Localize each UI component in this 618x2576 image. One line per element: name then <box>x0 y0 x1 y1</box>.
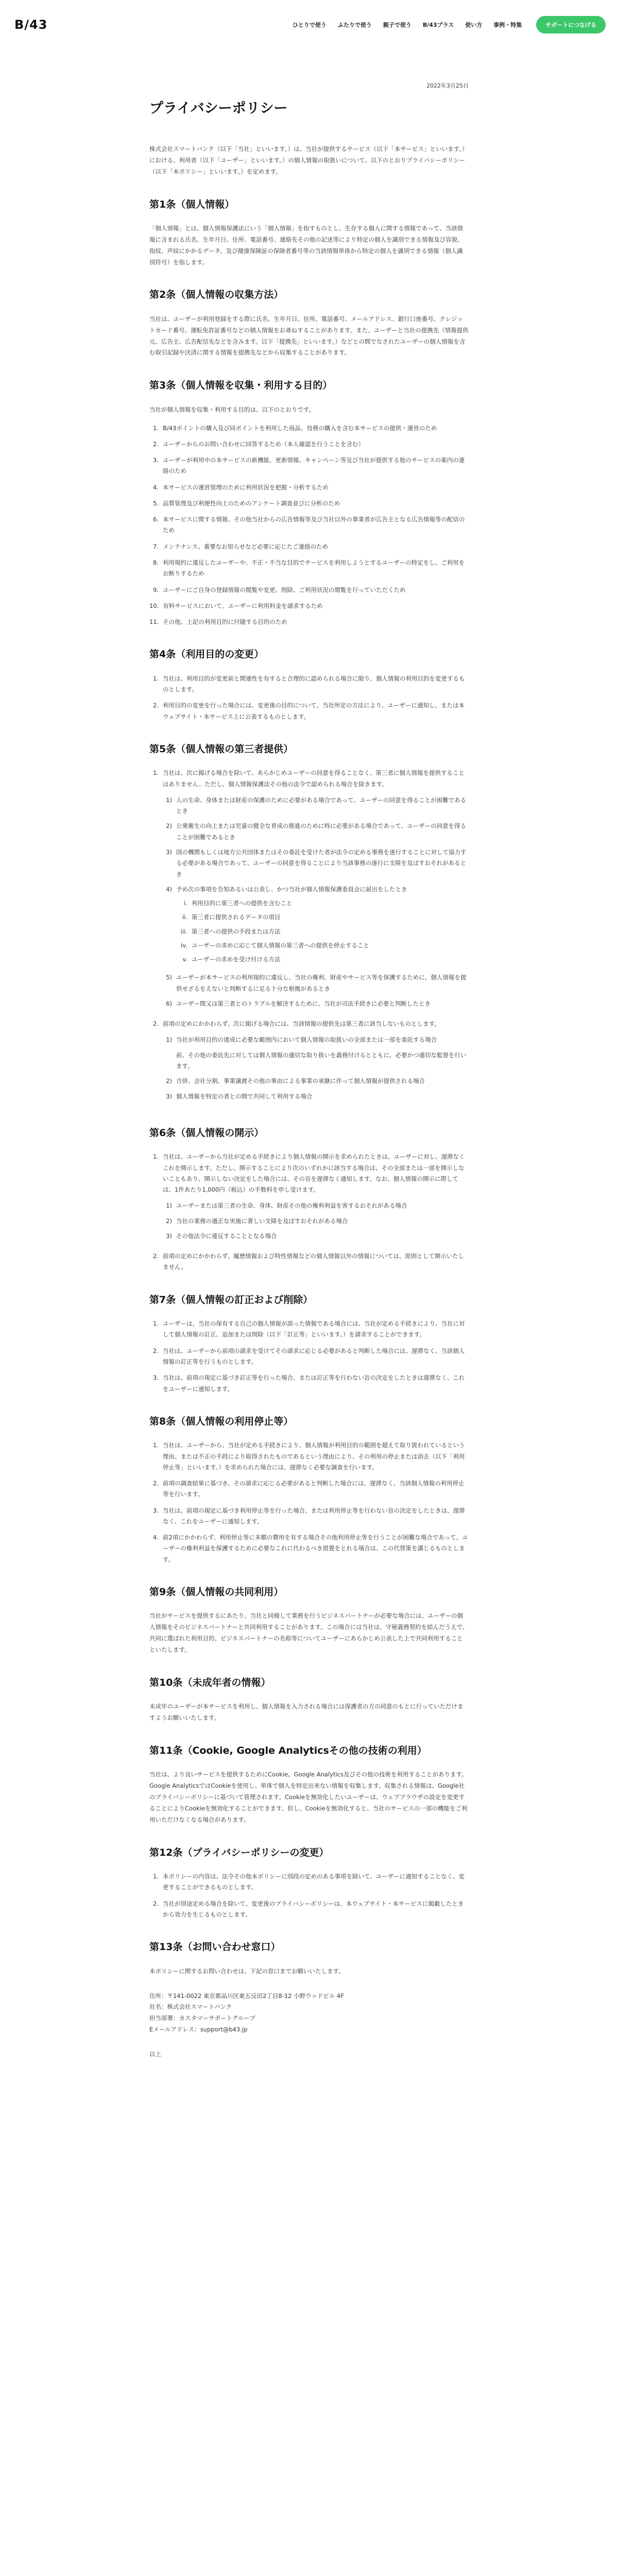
list-item-body <box>163 1532 469 1565</box>
nav-link-howto[interactable]: 使い方 <box>465 22 483 28</box>
section-list <box>149 1318 469 1395</box>
list-item-text: 当社は、ユーザーから、当社が定める手続きにより、個人情報が利用目的の範囲を超えて取り扱われているという理由、または不正の手段により取得されたものであるという理由により、その利用の停止または消去（以下「利用停止等」といいます。）を求められた場合には、遅滞なく必要な調査を行います。 <box>163 1442 465 1471</box>
list-item-text: 第三者への提供の手段または方法 <box>192 927 281 935</box>
list-item <box>149 1372 469 1395</box>
list-item-body <box>192 912 469 923</box>
section-heading: 第9条（個人情報の共同利用） <box>149 1586 284 1598</box>
contact-address: 住所：〒141-0022 東京都品川区東五反田2丁目8-12 小野ウッドビル 4F <box>149 1992 344 1999</box>
section-list <box>149 1871 469 1920</box>
list-number: 2. <box>153 440 159 448</box>
policy-section <box>149 1293 469 1395</box>
section-text: 当社は、ユーザーが利用登録をする際に氏名、生年月日、住所、電話番号、メールアドレス、銀行口座番号、クレジットカード番号、運転免許証番号などの個人情報をお尋ねすることがあります。また、ユーザーと当社の提携先（情報提供元、広告主、広告配信先などを含みます。以下「提携先」といいます。）などとの間でなされたユーザーの個人情報を含む取引記録や決済に関する情報を提携先などから収集することがあります。 <box>149 315 469 357</box>
list-item-body <box>163 1440 469 1473</box>
list-number: 1) <box>166 1036 172 1044</box>
list-item-text: ユーザーの求めに応じて個人情報の第三者への提供を停止すること <box>192 941 369 949</box>
list-number: 2. <box>153 1252 159 1260</box>
list-item-text: メンテナンス、重要なお知らせなど必要に応じたご連絡のため <box>163 543 329 550</box>
section-heading: 第11条（Cookie, Google Analyticsその他の技術の利用） <box>149 1744 427 1756</box>
policy-section <box>149 197 469 268</box>
list-item-body <box>163 1318 469 1341</box>
list-item <box>149 1899 469 1921</box>
section-text: 当社がサービスを提供するにあたり、当社と同様して業務を行うビジネスパートナーが必要な場合には、ユーザーの個人情報をそのビジネスパートナーと共同利用することがあります。この場合には当社は、守秘義務契約を結んだうえで、共同に選ばれた利用目的、ビジネスパートナーの名称等についてユーザーにあらかじめ公表した上で共同利用することといたします。 <box>149 1612 469 1653</box>
list-item <box>163 884 469 969</box>
list-item-text: 人の生命、身体または財産の保護のために必要がある場合であって、ユーザーの同意を得ることが困難であるとき <box>176 796 467 815</box>
list-item <box>163 1216 469 1227</box>
list-item-text: ユーザーが本サービスの利用規約に違反し、当社の権利、財産やサービス等を保護するために、個人情報を提供せざるをえないと判断するに足る十分な根拠があるとき <box>176 974 467 992</box>
closing-text: 以上 <box>149 2050 161 2058</box>
list-number: 4. <box>153 483 159 491</box>
policy-article <box>149 49 469 2058</box>
list-number: 4) <box>166 885 172 893</box>
list-item-body <box>163 439 469 450</box>
list-item-text: 第三者に提供されるデータの項目 <box>192 913 281 921</box>
list-number: 2) <box>166 1077 172 1085</box>
list-number: 1. <box>153 1442 159 1449</box>
list-number <box>163 1050 176 1072</box>
list-item-text: 個人情報を特定の者との間で共同して利用する場合 <box>176 1092 313 1100</box>
list-item <box>149 423 469 434</box>
list-number: 4. <box>153 1534 159 1541</box>
list-item <box>176 954 469 965</box>
list-number: 1. <box>153 1873 159 1880</box>
policy-section <box>149 1940 469 1977</box>
section-heading: 第5条（個人情報の第三者提供） <box>149 743 294 755</box>
list-item-body <box>176 1216 469 1227</box>
list-item-text: ユーザー間又は第三者とのトラブルを解決するために、当社が司法手続きに必要と判断したとき <box>176 999 431 1007</box>
list-item <box>149 700 469 722</box>
list-item-text: 有料サービスにおいて、ユーザーに利用料金を請求するため <box>163 602 323 609</box>
section-list <box>149 768 469 1106</box>
policy-section <box>149 1414 469 1565</box>
list-item <box>163 1231 469 1242</box>
list-item-text: ユーザーまたは第三者の生命、身体、財産その他の権利利益を害するおそれがある場合 <box>176 1202 407 1210</box>
list-number: 3) <box>166 1092 172 1100</box>
section-text: 未成年のユーザーが本サービスを利用し、個人情報を入力される場合には保護者の方の同意のもとに行っていただけますようお願いいたします。 <box>149 1703 464 1722</box>
list-number: 2. <box>153 1347 159 1354</box>
list-number: 2. <box>153 1020 159 1028</box>
list-item-text: 当社が利用目的の達成に必要な範囲内において個人情報の取扱いの全部または一部を委託する場合 <box>176 1036 437 1044</box>
section-text: 当社が個人情報を収集・利用する目的は、以下のとおりです。 <box>149 405 315 413</box>
list-item <box>163 821 469 843</box>
list-item-body <box>163 1251 469 1273</box>
list-item-body <box>192 898 469 909</box>
list-item-body <box>163 541 469 552</box>
policy-section <box>149 1743 469 1826</box>
list-item-text: 本サービスに関する情報、その他当社からの広告情報等及び当社以外の事業者が広告主となる広告情報等の配信のため <box>163 516 465 534</box>
policy-section <box>149 647 469 722</box>
list-item-body <box>176 847 469 880</box>
list-number: 5) <box>166 974 172 981</box>
support-cta-button[interactable]: サポートにつなげる <box>536 16 606 33</box>
list-item-text: ユーザーにご自身の登録情報の閲覧や変更、削除、ご利用状況の閲覧を行っていただくため <box>163 586 406 594</box>
list-item-text: 当社は、ユーザーから当社が定める手続きにより個人情報の開示を求められたときは、ユーザーに対し、遅滞なくこれを開示します。ただし、開示することにより次のいずれかに該当する場合は、その全部または一部を開示しないこともあり、開示しない決定をした場合には、その旨を遅滞なく通知します。なお、個人情報の開示に際しては、1件あたり1,000円（税込）の手数料を申し受けます。 <box>163 1153 465 1194</box>
list-number: iv. <box>181 941 187 949</box>
list-item-body <box>176 1035 469 1045</box>
list-item <box>163 972 469 994</box>
list-item-text: 利用規約に違反したユーザーや、不正・不当な目的でサービスを利用しようとするユーザーの特定をし、ご利用をお断りするため <box>163 559 465 578</box>
list-item <box>176 940 469 951</box>
list-item-body <box>176 821 469 843</box>
list-item-body <box>192 940 469 951</box>
list-number: 2) <box>166 1217 172 1225</box>
list-item <box>149 439 469 450</box>
sub-list <box>163 1200 469 1242</box>
list-item-body <box>176 998 469 1009</box>
list-item-text: ユーザーが利用中の本サービスの新機能、更新情報、キャンペーン等及び当社が提供する他のサービスの案内の連絡のため <box>163 456 465 475</box>
list-number: 1) <box>166 796 172 804</box>
list-number: i. <box>184 900 187 907</box>
list-item-body <box>163 455 469 477</box>
list-item-body <box>163 423 469 434</box>
list-item <box>149 541 469 552</box>
list-number: 3) <box>166 1232 172 1240</box>
list-item <box>149 673 469 696</box>
list-item <box>163 795 469 817</box>
list-item-body <box>176 1076 469 1087</box>
list-item <box>149 617 469 628</box>
list-item-body <box>163 768 469 1013</box>
list-item-body <box>163 1019 469 1106</box>
nav-link-solo[interactable]: ひとりで使う <box>292 22 327 28</box>
list-item-text: 利用目的に第三者への提供を含むこと <box>192 900 293 907</box>
list-number: 7. <box>153 543 159 550</box>
list-number: 2. <box>153 1900 159 1907</box>
sub-list <box>176 898 469 965</box>
list-item <box>149 1151 469 1246</box>
list-item-text: 前項の定めにかかわらず、次に掲げる場合には、当該情報の提供先は第三者に該当しないものとします。 <box>163 1020 440 1028</box>
list-number: 3. <box>153 1506 159 1514</box>
list-item <box>176 926 469 937</box>
list-item-body <box>163 1505 469 1528</box>
list-item-body <box>163 700 469 722</box>
section-heading: 第7条（個人情報の訂正および削除） <box>149 1294 313 1306</box>
sub-list <box>163 1035 469 1101</box>
policy-section <box>149 287 469 359</box>
list-number: 1) <box>166 1202 172 1210</box>
list-item <box>149 557 469 580</box>
list-item <box>149 455 469 477</box>
list-item-body <box>163 1478 469 1500</box>
list-item-text: 前項の調査結果に基づき、その請求に応じる必要があると判断した場合には、遅滞なく、当該個人情報の利用停止等を行います。 <box>163 1480 465 1498</box>
list-item-text: 当社は、前項の規定に基づき利用停止等を行った場合、または利用停止等を行わない旨の決定をしたときは、遅滞なく、これをユーザーに通知します。 <box>163 1506 465 1525</box>
list-item-text: 当社が別途定める場合を除いて、変更後のプライバシーポリシーは、本ウェブサイト・本サービスに掲載したときから効力を生じるものとします。 <box>163 1900 464 1918</box>
section-list <box>149 1440 469 1565</box>
list-item-body <box>176 884 469 969</box>
list-item <box>149 585 469 596</box>
list-item <box>149 482 469 493</box>
list-item-text: 当社は、利用目的が変更前と関連性を有すると合理的に認められる場合に限り、個人情報の利用目的を変更するものとします。 <box>163 674 465 693</box>
list-item-body <box>163 557 469 580</box>
section-list <box>149 1151 469 1273</box>
section-heading: 第1条（個人情報） <box>149 198 235 210</box>
list-item-text: 品質管理及び利便性向上のためのアンケート調査並びに分析のため <box>163 499 340 507</box>
list-item-body <box>176 1200 469 1211</box>
list-item-text: ユーザーからのお問い合わせに回答するため（本人確認を行うことを含む） <box>163 440 364 448</box>
intro-paragraph: 株式会社スマートバンク（以下「当社」といいます。）は、当社が提供するサービス（以下「本サービス」といいます。）における、利用者（以下「ユーザー」といいます。）の個人情報の取扱いについて、以下のとおりプライバシーポリシー（以下「本ポリシー」といいます。）を定めます。 <box>149 145 468 175</box>
list-number: 3. <box>153 1374 159 1382</box>
list-item <box>149 1346 469 1368</box>
section-heading: 第6条（個人情報の開示） <box>149 1127 264 1139</box>
list-item <box>149 1478 469 1500</box>
list-item-text: 前、その他の委託先に対しては個人情報の適切な取り扱いを義務付けるとともに、必要かつ適切な監督を行います。 <box>176 1051 467 1070</box>
list-item-body <box>163 1871 469 1893</box>
page-title: プライバシーポリシー <box>149 100 288 116</box>
list-item-text: ユーザーは、当社の保有する自己の個人情報が誤った情報である場合には、当社が定める手続きにより、当社に対して個人情報の訂正、追加または削除（以下「訂正等」といいます。）を請求することができます。 <box>163 1320 465 1338</box>
list-item <box>149 1440 469 1473</box>
list-item <box>149 1318 469 1341</box>
policy-section <box>149 1126 469 1273</box>
nav-link-family[interactable]: 親子で使う <box>383 22 411 28</box>
list-item-text: 合併、会社分割、事業譲渡その他の事由による事業の承継に伴って個人情報が提供される場合 <box>176 1077 425 1085</box>
list-number: 6) <box>166 999 172 1007</box>
list-number: 2. <box>153 702 159 709</box>
list-item <box>149 601 469 612</box>
list-item-body <box>176 972 469 994</box>
section-heading: 第13条（お問い合わせ窓口） <box>149 1941 281 1953</box>
list-item <box>149 514 469 536</box>
section-heading: 第12条（プライバシーポリシーの変更） <box>149 1846 329 1858</box>
list-item-text: その他法令に違反することとなる場合 <box>176 1232 277 1240</box>
list-item <box>163 1050 469 1072</box>
list-number: 9. <box>153 586 159 594</box>
list-item-text: 当社の業務の適正な実施に著しい支障を及ぼすおそれがある場合 <box>176 1217 348 1225</box>
publish-date: 2022年3月25日 <box>426 82 469 89</box>
list-item <box>163 847 469 880</box>
list-item-text: 本ポリシーの内容は、法令その他本ポリシーに別段の定めのある事項を除いて、ユーザーに通知することなく、変更することができるものとします。 <box>163 1873 465 1891</box>
list-item-body <box>163 601 469 612</box>
list-number: 1. <box>153 769 159 777</box>
list-item-body <box>192 954 469 965</box>
sub-list <box>163 795 469 1009</box>
section-heading: 第10条（未成年者の情報） <box>149 1676 271 1688</box>
list-item-body <box>163 1899 469 1921</box>
list-item-body <box>176 1050 469 1072</box>
list-item <box>149 498 469 509</box>
list-item <box>149 1019 469 1106</box>
list-item-body <box>163 1151 469 1246</box>
section-list <box>149 673 469 722</box>
list-item-body <box>176 795 469 817</box>
list-number: iii. <box>180 927 187 935</box>
contact-block <box>149 1991 469 2036</box>
list-item-body <box>192 926 469 937</box>
list-item <box>176 912 469 923</box>
section-text: 本ポリシーに関するお問い合わせは、下記の窓口までお願いいたします。 <box>149 1967 345 1975</box>
site-logo[interactable]: B/43 <box>14 18 48 32</box>
list-item-body <box>163 585 469 596</box>
contact-department: 担当部署：カスタマーサポートグループ <box>149 2014 255 2022</box>
list-item-text: その他、上記の利用目的に付随する目的のため <box>163 618 287 626</box>
policy-section <box>149 742 469 1106</box>
list-item <box>149 1532 469 1565</box>
list-item-text: 前2項にかかわらず、利用停止等に多額の費用を有する場合その他利用停止等を行うことが困難な場合であって、ユーザーの権利利益を保護するために必要なこれに代わるべき措置をとれる場合は、この代替策を講じるものとします。 <box>163 1534 468 1563</box>
list-number: v. <box>182 956 187 963</box>
list-item-body <box>163 1346 469 1368</box>
list-item-text: 当社は、前項の規定に基づき訂正等を行った場合、または訂正等を行わない旨の決定をしたときは遅滞なく、これをユーザーに通知します。 <box>163 1374 465 1393</box>
list-item <box>163 1035 469 1045</box>
list-number: 1. <box>153 424 159 432</box>
list-item-text: 当社は、ユーザーから前項の請求を受けてその請求に応じる必要があると判断した場合には、遅滞なく、当該個人情報の訂正等を行うものとします。 <box>163 1347 465 1365</box>
list-item <box>163 1091 469 1102</box>
list-number: 2. <box>153 1480 159 1487</box>
list-item-body <box>163 673 469 696</box>
section-text: 「個人情報」とは、個人情報保護法にいう「個人情報」を指すものとし、生存する個人に関する情報であって、当該情報に含まれる氏名、生年月日、住所、電話番号、連絡先その他の記述等により特定の個人を識別できる情報及び容貌、指紋、声紋にかかるデータ、及び健康保険証の保険者番号等の当該情報単体から特定の個人を識別できる情報（個人識別符号）を指します。 <box>149 225 464 266</box>
main-nav <box>293 16 606 33</box>
list-item <box>149 1505 469 1528</box>
list-item-text: 国の機関もしくは地方公共団体またはその委託を受けた者が法令の定める事務を遂行することに対して協力する必要がある場合であって、ユーザーの同意を得ることにより当該事務の遂行に支障を及ぼすおそれがあるとき <box>176 849 467 878</box>
list-item <box>149 768 469 1013</box>
list-item-text: ユーザーの求めを受け付ける方法 <box>192 956 281 963</box>
contact-email[interactable]: Eメールアドレス：support@b43.jp <box>149 2026 248 2033</box>
list-item-text: 本サービスの運営管理のために利用状況を把握・分析するため <box>163 483 329 491</box>
policy-section <box>149 1585 469 1656</box>
policy-section <box>149 1845 469 1921</box>
list-number: 1. <box>153 674 159 682</box>
section-heading: 第3条（個人情報を収集・利用する目的） <box>149 380 333 392</box>
list-item-body <box>176 1091 469 1102</box>
list-item <box>149 1871 469 1893</box>
section-list <box>149 423 469 628</box>
list-item-body <box>163 498 469 509</box>
contact-company: 社名：株式会社スマートバンク <box>149 2003 232 2011</box>
list-item <box>176 898 469 909</box>
list-item-text: 公衆衛生の向上または児童の健全な育成の推進のために特に必要がある場合であって、ユーザーの同意を得ることが困難であるとき <box>176 822 467 841</box>
nav-link-plus[interactable]: B/43プラス <box>422 22 454 28</box>
list-item-text: 当社は、次に掲げる場合を除いて、あらかじめユーザーの同意を得ることなく、第三者に個人情報を提供することはありません。ただし、個人情報保護法その他の法令で認められる場合を除きます。 <box>163 769 465 788</box>
list-item <box>149 1251 469 1273</box>
list-item-body <box>163 514 469 536</box>
list-number: 3. <box>153 456 159 464</box>
list-item-body <box>163 1372 469 1395</box>
list-number: 1. <box>153 1153 159 1161</box>
list-number: 10. <box>149 602 159 609</box>
nav-link-cases[interactable]: 事例・特集 <box>493 22 522 28</box>
list-item-text: 予め次の事項を告知あるいは公表し、かつ当社が個人情報保護委員会に届出をしたとき <box>176 885 407 893</box>
list-item-body <box>163 482 469 493</box>
list-item-body <box>163 617 469 628</box>
nav-link-pair[interactable]: ふたりで使う <box>337 22 372 28</box>
list-item-text: 前項の定めにかかわらず、履歴情報および特性情報などの個人情報以外の情報については、原則として開示いたしません。 <box>163 1252 465 1271</box>
list-number: ii. <box>182 913 187 921</box>
section-text: 当社は、より良いサービスを提供するためにCookie、Google Analytics及びその他の技術を利用することがあります。Google AnalyticsではCookieを使用し、単体で個人を特定出来ない情報を収集します。収集される情報は、Google社のプライバシーポリシーに基づいて管理されます。Cookieを無効化したいユーザーは、ウェブブラウザの設定を変更することによりCookieを無効化することができます。但し、Cookieを無効化すると、当社のサービスの一部の機能をご利用いただけなくなる場合があります。 <box>149 1771 468 1823</box>
section-heading: 第2条（個人情報の収集方法） <box>149 289 284 301</box>
list-number: 6. <box>153 516 159 523</box>
policy-section <box>149 1675 469 1724</box>
list-number: 2) <box>166 822 172 830</box>
list-number: 5. <box>153 499 159 507</box>
list-number: 8. <box>153 559 159 567</box>
policy-section <box>149 378 469 628</box>
section-heading: 第4条（利用目的の変更） <box>149 649 264 660</box>
list-number: 11. <box>149 618 159 626</box>
section-heading: 第8条（個人情報の利用停止等） <box>149 1415 294 1427</box>
list-item <box>163 1200 469 1211</box>
list-item-text: 利用目的の変更を行った場合には、変更後の目的について、当社所定の方法により、ユーザーに通知し、または本ウェブサイト・本サービス上に公表するものとします。 <box>163 702 465 720</box>
list-number: 1. <box>153 1320 159 1328</box>
policy-sections <box>149 197 469 1977</box>
list-number: 3) <box>166 849 172 856</box>
list-item <box>163 998 469 1009</box>
list-item-text: B/43ポイントの購入及び同ポイントを利用した商品、役務の購入を含む本サービスの提供・運営のため <box>163 424 437 432</box>
list-item-body <box>176 1231 469 1242</box>
site-header <box>0 0 618 49</box>
list-item <box>163 1076 469 1087</box>
